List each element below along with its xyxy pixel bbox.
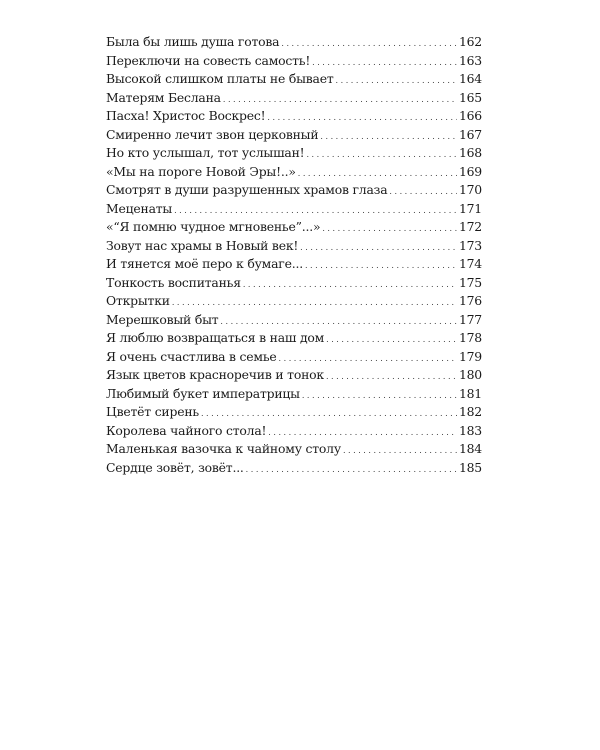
toc-entry-title: И тянется моё перо к бумаге... (106, 256, 303, 271)
toc-entry (106, 274, 482, 293)
dot-leader (279, 348, 457, 369)
toc-entry-title: «Мы на пороге Новой Эры!..» (106, 163, 296, 179)
toc-entry-title: Но кто услышал, тот услышан! (106, 145, 305, 160)
dot-leader (172, 292, 457, 313)
dot-leader (320, 126, 457, 147)
toc-entry-page: 169 (458, 163, 482, 179)
toc-entry-title: «“Я помню чудное мгновенье”...» (106, 219, 321, 234)
toc-entry-title: Королева чайного стола! (106, 422, 267, 438)
dot-leader (243, 274, 457, 295)
toc-entry-page: 170 (458, 182, 482, 197)
toc-entry-page: 163 (458, 52, 482, 68)
dot-leader (268, 422, 457, 443)
toc-entry-title: Цветёт сирень (106, 404, 199, 419)
toc-entry-page: 175 (458, 274, 482, 290)
toc-entry (106, 403, 482, 422)
toc-entry-page: 165 (458, 89, 482, 105)
toc-entry-page: 177 (458, 311, 482, 327)
toc-entry (106, 89, 482, 108)
toc-entry-title: Смотрят в души разрушенных храмов глаза (106, 182, 388, 197)
toc-entry (106, 255, 482, 274)
dot-leader (267, 107, 457, 128)
toc-entry-page: 173 (458, 237, 482, 253)
toc-entry-title: Тонкость воспитанья (106, 274, 241, 290)
toc-entry (106, 348, 482, 367)
dot-leader (326, 329, 457, 350)
dot-leader (174, 200, 457, 221)
dot-leader (223, 89, 457, 110)
toc-entry-page: 176 (458, 293, 482, 308)
dot-leader (326, 366, 457, 387)
dot-leader (336, 70, 457, 91)
toc-entry-title: Мерешковый быт (106, 311, 219, 327)
toc-entry-page: 171 (458, 200, 482, 216)
toc-entry (106, 126, 482, 145)
dot-leader (281, 33, 457, 54)
dot-leader (300, 237, 457, 258)
toc-entry (106, 385, 482, 404)
toc-entry-page: 185 (458, 459, 482, 475)
toc-entry-page: 181 (458, 385, 482, 401)
toc-entry-title: Матерям Беслана (106, 89, 221, 105)
toc-entry-title: Зовут нас храмы в Новый век! (106, 237, 299, 253)
toc-entry-page: 183 (458, 422, 482, 438)
toc-entry-page: 168 (458, 145, 482, 160)
dot-leader (343, 440, 457, 461)
toc-entry-title: Я люблю возвращаться в наш дом (106, 330, 325, 345)
toc-entry-page: 166 (458, 108, 482, 123)
toc-entry (106, 107, 482, 126)
dot-leader (306, 144, 457, 165)
toc-entry (106, 329, 482, 348)
toc-entry (106, 237, 482, 256)
toc-entry-title: Была бы лишь душа готова (106, 34, 280, 49)
toc-entry-page: 174 (458, 256, 482, 271)
dot-leader (201, 403, 457, 424)
dot-leader (302, 385, 457, 406)
toc-entry-page: 180 (458, 367, 482, 382)
dot-leader (312, 52, 457, 73)
toc-entry (106, 70, 482, 89)
toc-entry-page: 164 (458, 71, 482, 86)
toc-entry (106, 200, 482, 219)
toc-entry-title: Смиренно лечит звон церковный (106, 126, 319, 142)
toc-entry-title: Высокой слишком платы не бывает (106, 71, 334, 86)
toc-entry (106, 218, 482, 237)
toc-entry-page: 184 (458, 441, 482, 456)
toc-entry-title: Язык цветов красноречив и тонок (106, 367, 324, 382)
dot-leader (305, 255, 457, 276)
toc-entry (106, 144, 482, 163)
toc-entry (106, 459, 482, 478)
toc-entry (106, 52, 482, 71)
dot-leader (389, 181, 457, 202)
toc-entry (106, 311, 482, 330)
toc-entry-page: 182 (458, 404, 482, 419)
toc-entry (106, 163, 482, 182)
toc-entry-title: Сердце зовёт, зовёт... (106, 459, 244, 475)
toc-entry-page: 172 (458, 219, 482, 234)
dot-leader (220, 311, 457, 332)
dot-leader (298, 163, 457, 184)
toc-entry-page: 178 (458, 330, 482, 345)
toc-entry-title: Маленькая вазочка к чайному столу (106, 441, 341, 456)
toc-entry (106, 292, 482, 311)
toc-entry-page: 179 (458, 348, 482, 364)
toc-entry-title: Открытки (106, 293, 170, 308)
toc-entry-title: Я очень счастлива в семье (106, 348, 277, 364)
toc-entry (106, 33, 482, 52)
toc-entry-page: 162 (458, 34, 482, 49)
toc-entry (106, 181, 482, 200)
toc-entry-page: 167 (458, 126, 482, 142)
dot-leader (322, 218, 457, 239)
toc-entry (106, 366, 482, 385)
dot-leader (246, 459, 457, 480)
toc-entry-title: Переключи на совесть самость! (106, 52, 311, 68)
table-of-contents (106, 33, 482, 477)
toc-entry (106, 422, 482, 441)
toc-entry-title: Любимый букет императрицы (106, 385, 300, 401)
toc-entry (106, 440, 482, 459)
toc-entry-title: Меценаты (106, 200, 173, 216)
toc-entry-title: Пасха! Христос Воскрес! (106, 108, 266, 123)
